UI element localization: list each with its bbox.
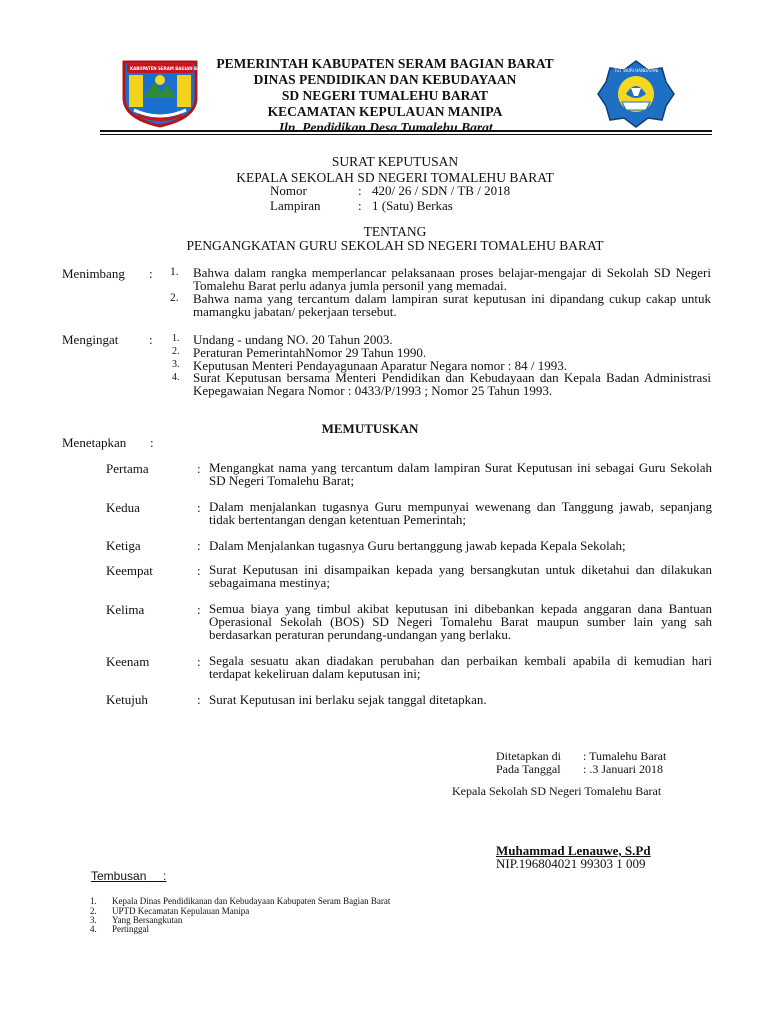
decision-label: Keenam [106, 654, 150, 669]
decision-colon: : [197, 500, 201, 515]
mengingat-item-num: 2. [172, 346, 180, 357]
letterhead-line-3: SD NEGERI TUMALEHU BARAT [281, 88, 489, 103]
decision-text: Dalam menjalankan tugasnya Guru mempunyai wewenang dan Tanggung jawab, sepanjang tidak bertentangan dengan ketentuan Pemerintah; [209, 499, 712, 527]
nomor-colon: : [358, 183, 362, 198]
decision-text: Segala sesuatu akan diadakan perubahan dan perbaikan kembali apabila di kemudian hari terdapat kekeliruan dalam keputusan ini; [209, 653, 712, 681]
decree-title [100, 154, 690, 186]
menetapkan-colon: : [150, 435, 154, 450]
tembusan-item-text: Yang Bersangkutan [112, 915, 183, 925]
decision-label: Ketiga [106, 538, 141, 553]
tembusan-heading [91, 869, 166, 883]
letterhead-rule-thick [100, 130, 712, 132]
signatory-name: Muhammad Lenauwe, S.Pd [496, 843, 651, 858]
regency-logo-text: KABUPATEN SERAM BAGIAN BARAT [130, 66, 209, 71]
lampiran-colon: : [358, 198, 362, 213]
menimbang-item-text: Bahwa dalam rangka memperlancar pelaksanaan proses belajar-mengajar di Sekolah SD Negeri Tomalehu Barat perlu adanya jumla personil yang memadai. [193, 265, 711, 293]
mengingat-item-num: 3. [172, 359, 180, 370]
decree-title-line-1: SURAT KEPUTUSAN [331, 154, 459, 169]
mengingat-item-text: Peraturan PemerintahNomor 29 Tahun 1990. [193, 345, 427, 360]
lampiran-value: 1 (Satu) Berkas [372, 198, 453, 213]
tembusan-item-text: Pertinggal [112, 924, 149, 934]
menimbang-item-num: 1. [170, 266, 179, 278]
letterhead [180, 56, 590, 136]
decision-label: Kedua [106, 500, 140, 515]
letterhead-line-2: DINAS PENDIDIKAN DAN KEBUDAYAAN [253, 72, 517, 87]
signatory-nip: NIP.196804021 99303 1 009 [496, 856, 646, 871]
mengingat-colon: : [149, 332, 153, 347]
decision-colon: : [197, 461, 201, 476]
menimbang-colon: : [149, 266, 153, 281]
decision-label: Pertama [106, 461, 149, 476]
decision-colon: : [197, 654, 201, 669]
ditetapkan-label: Ditetapkan di [496, 749, 561, 763]
decision-label: Keempat [106, 563, 153, 578]
ditetapkan-value: : Tumalehu Barat [583, 749, 667, 763]
menimbang-label: Menimbang [62, 266, 125, 281]
signatory-position: Kepala Sekolah SD Negeri Tomalehu Barat [452, 784, 662, 798]
decision-colon: : [197, 602, 201, 617]
mengingat-label: Mengingat [62, 332, 119, 347]
tanggal-label: Pada Tanggal [496, 762, 561, 776]
menetapkan-label: Menetapkan [62, 435, 127, 450]
subject [100, 225, 690, 253]
tembusan-item-text: Kepala Dinas Pendidikanan dan Kebudayaan Kabupaten Seram Bagian Barat [112, 896, 391, 906]
letterhead-address: Jln. Pendidikan Desa Tumalehu Barat [277, 120, 493, 135]
nomor-label: Nomor [270, 183, 307, 198]
nomor-value: 420/ 26 / SDN / TB / 2018 [372, 183, 511, 198]
tembusan-item-num: 2. [90, 906, 97, 916]
decision-text: Surat Keputusan ini berlaku sejak tanggal ditetapkan. [209, 692, 487, 707]
subject-heading: TENTANG [363, 224, 427, 239]
mengingat-item-text: Keputusan Menteri Pendayagunaan Aparatur Negara nomor : 84 / 1993. [193, 358, 568, 373]
tembusan-item-num: 3. [90, 915, 97, 925]
tembusan-item-num: 1. [90, 896, 97, 906]
tut-wuri-handayani-logo [596, 58, 676, 130]
decree-title-line-2: KEPALA SEKOLAH SD NEGERI TOMALEHU BARAT [236, 170, 554, 185]
decision-text: Dalam Menjalankan tugasnya Guru bertanggung jawab kepada Kepala Sekolah; [209, 538, 626, 553]
letterhead-line-1: PEMERINTAH KABUPATEN SERAM BAGIAN BARAT [216, 56, 554, 71]
subject-text: PENGANGKATAN GURU SEKOLAH SD NEGERI TOMALEHU BARAT [186, 238, 604, 253]
mengingat-item-text: Surat Keputusan bersama Menteri Pendidikan dan Kebudayaan dan Kepala Badan Administrasi Kepegawaian Negara Nomor : 0433/P/1993 ; Nomor 25 Tahun 1993. [193, 370, 711, 398]
decision-text: Semua biaya yang timbul akibat keputusan ini dibebankan kepada anggaran dana Bantuan Operasional Sekolah (BOS) SD Negeri Tomalehu Barat maupun sumber lain yang sah berdasarkan peraturan perundang-undangan yang berlaku. [209, 601, 712, 642]
decision-colon: : [197, 692, 201, 707]
memutuskan-heading: MEMUTUSKAN [321, 421, 419, 436]
menimbang-item-num: 2. [170, 292, 179, 304]
decision-text: Surat Keputusan ini disampaikan kepada yang bersangkutan untuk diketahui dan dilakukan sebagaimana mestinya; [209, 562, 712, 590]
tut-wuri-logo-text: TUT WURI HANDAYANI [614, 68, 659, 73]
decision-colon: : [197, 538, 201, 553]
tembusan-colon: : [163, 869, 167, 883]
decision-colon: : [197, 563, 201, 578]
lampiran-label: Lampiran [270, 198, 321, 213]
letterhead-rule-thin [100, 134, 712, 135]
mengingat-item-num: 1. [172, 333, 180, 344]
tembusan-item-text: UPTD Kecamatan Kepulauan Manipa [112, 906, 250, 916]
decision-label: Kelima [106, 602, 145, 617]
tembusan-item-num: 4. [90, 924, 97, 934]
mengingat-item-num: 4. [172, 372, 180, 383]
tanggal-value: : .3 Januari 2018 [583, 762, 663, 776]
menimbang-item-text: Bahwa nama yang tercantum dalam lampiran surat keputusan ini dipandang cukup cakap untuk mamangku jabatan/ pekerjaan tersebut. [193, 291, 711, 319]
decision-label: Ketujuh [106, 692, 148, 707]
mengingat-item-text: Undang - undang NO. 20 Tahun 2003. [193, 332, 393, 347]
letterhead-line-4: KECAMATAN KEPULAUAN MANIPA [267, 104, 503, 119]
decision-text: Mengangkat nama yang tercantum dalam lampiran Surat Keputusan ini sebagai Guru Sekolah SD Negeri Tomalehu Barat; [209, 460, 712, 488]
tembusan-label: Tembusan [91, 869, 147, 883]
